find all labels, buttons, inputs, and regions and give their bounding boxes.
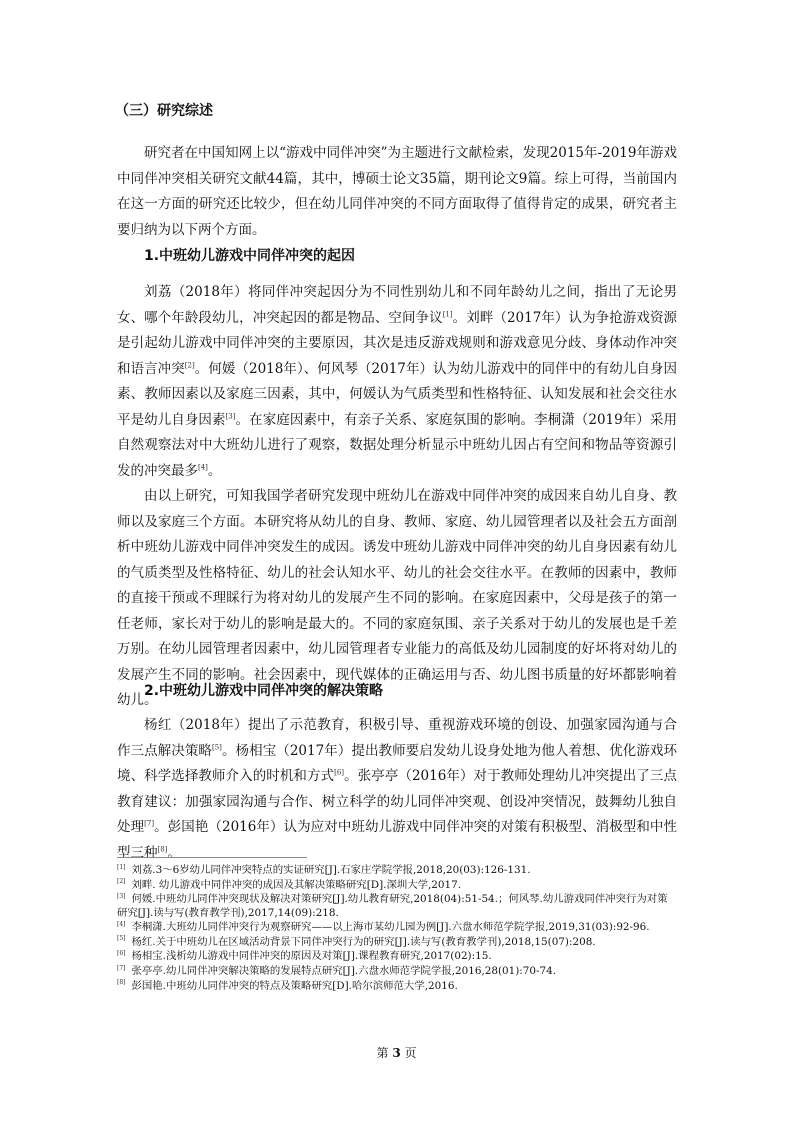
heading-causes: 1.中班幼儿游戏中同伴冲突的起因 <box>144 248 356 264</box>
footnote-text: 杨红.关于中班幼儿在区域活动背景下同伴冲突行为的研究[J].读与写(教育教学刊),2018,15(07):208. <box>131 935 596 948</box>
footnote-mark: [2] <box>117 878 126 886</box>
footnote-mark: [7] <box>117 964 126 972</box>
text-run: 。何媛（2018年）、何风琴（2017年）认为幼儿游戏中的同伴中的有幼儿自身因素、教师因素以及家庭三因素，其中，何媛认为气质类型和性格特征、认知发展和社会交往水平是幼儿自身因素 <box>117 360 677 428</box>
footnote-item <box>117 965 677 978</box>
footnote-item <box>117 879 677 892</box>
page-number-prefix: 第 <box>376 1046 393 1060</box>
footnote-list <box>117 864 677 994</box>
page-number-suffix: 页 <box>400 1046 417 1060</box>
footnote-mark: [6] <box>117 949 126 957</box>
text-run: 。刘畔（2017年）认为争抢游戏资源是引起幼儿游戏中同伴冲突的主要原因，其次是违反游戏规则和游戏意见分歧、身体动作冲突和语言冲突 <box>117 309 678 377</box>
text-run: 。在家庭因素中，有亲子关系、家庭氛围的影响。李桐潇（2019年）采用自然观察法对中大班幼儿进行了观察，数据处理分析显示中班幼儿因占有空间和物品等资源引发的冲突最多 <box>117 411 678 479</box>
citation-mark[interactable]: [1] <box>442 310 453 318</box>
footnote-item <box>117 921 677 934</box>
citation-mark[interactable]: [7] <box>144 819 155 828</box>
text-run: 。杨相宝（2017年）提出教师要启发幼儿设身处地为他人着想、优化游戏环境、科学选择教师介入的时机和方式 <box>117 742 678 784</box>
footnote-item <box>117 936 677 949</box>
citation-mark[interactable]: [4] <box>198 463 208 471</box>
footnote-text: 彭国艳.中班幼儿同伴冲突的特点及策略研究[D].哈尔滨师范大学,2016. <box>131 979 458 992</box>
footnote-mark: [8] <box>117 979 126 987</box>
page-number-value: 3 <box>392 1046 401 1060</box>
causes-paragraph <box>117 280 677 484</box>
intro-paragraph <box>117 141 677 243</box>
text-run: 。 <box>167 844 181 861</box>
citation-mark[interactable]: [3] <box>225 412 236 420</box>
text-run: 由以上研究，可知我国学者研究发现中班幼儿在游戏中同伴冲突的成因来自幼儿自身、教师以及家庭三个方面。本研究将从幼儿的自身、教师、家庭、幼儿园管理者以及社会五方面剖析中班幼儿游戏中同伴冲突发生的成因。诱发中班幼儿游戏中同伴冲突的幼儿自身因素有幼儿的气质类型及性格特征、幼儿的社会认知水平、幼儿的社会交往水平。在教师的因素中，教师的直接干预或不理睬行为将对幼儿的发展产生不同的影响。在家庭因素中，父母是孩子的第一任老师，家长对于幼儿的影响是最大的。不同的家庭氛围、亲子关系对于幼儿的发展也是千差万别。在幼儿园管理者因素中，幼儿园管理者专业能力的高低及幼儿园制度的好坏将对幼儿的发展产生不同的影响。社会因素中，现代媒体的正确运用与否、幼儿图书质量的好坏都影响着幼儿。 <box>117 488 677 708</box>
footnote-item <box>117 980 677 993</box>
footnote-item <box>117 950 677 963</box>
strategies-paragraph <box>117 713 677 866</box>
footnote-mark: [1] <box>117 863 126 871</box>
text-run: 。张亭亭（2016年）对于教师处理幼儿冲突提出了三点教育建议：加强家园沟通与合作、树立科学的幼儿同伴冲突观、创设冲突情况，鼓舞幼儿独自处理 <box>117 768 678 835</box>
footnote-mark: [5] <box>117 935 126 943</box>
footnote-mark: [3] <box>117 892 126 900</box>
text-run: 刘荔（2018年）将同伴冲突起因分为不同性别幼儿和不同年龄幼儿之间，指出了无论男女、哪个年龄段幼儿，冲突起因的都是物品、空间争议 <box>117 284 677 326</box>
text-run: 。彭国艳（2016年）认为应对中班幼儿游戏中同伴冲突的对策有积极型、消极型和中性型三种 <box>117 819 677 861</box>
section-heading: （三）研究综述 <box>115 103 213 119</box>
page-number <box>0 1044 793 1061</box>
citation-mark[interactable]: [8] <box>157 845 168 853</box>
footnote-text: 张亭亭.幼儿同伴冲突解决策略的发展特点研究[J].六盘水师范学院学报,2016,28(01):70-74. <box>131 964 557 977</box>
footnote-item <box>117 893 677 920</box>
heading-strategies: 2.中班幼儿游戏中同伴冲突的解决策略 <box>144 683 384 699</box>
citation-mark[interactable]: [2] <box>184 361 195 369</box>
footnote-separator <box>117 857 307 858</box>
footnote-text: 刘荔.3～6岁幼儿同伴冲突特点的实证研究[J].石家庄学院学报,2018,20(03):126-131. <box>131 864 531 876</box>
footnote-text: 何媛.中班幼儿同伴冲突现状及解决对策研究[J].幼儿教育研究,2018(04):51-54.；何风琴.幼儿游戏同伴冲突行为对策研究[J].读与写(教育教学刊),2017,14(09):218. <box>117 893 668 919</box>
footnote-item <box>117 864 677 877</box>
footnote-text: 杨相宝.浅析幼儿游戏中同伴冲突的原因及对策[J].课程教育研究,2017(02):15. <box>131 950 492 963</box>
footnote-text: 李桐潇.大班幼儿同伴冲突行为观察研究——以上海市某幼儿园为例[J].六盘水师范学院学报,2019,31(03):92-96. <box>131 921 650 934</box>
citation-mark[interactable]: [6] <box>334 768 345 777</box>
text-run: 。 <box>207 462 222 479</box>
citation-mark[interactable]: [5] <box>212 743 222 751</box>
text-run: 杨红（2018年）提出了示范教育，积极引导、重视游戏环境的创设、加强家园沟通与合作三点解决策略 <box>117 717 677 759</box>
footnote-mark: [4] <box>117 920 126 928</box>
footnote-text: 刘畔. 幼儿游戏中同伴冲突的成因及其解决策略研究[D].深圳大学,2017. <box>131 878 462 891</box>
text-run: 研究者在中国知网上以“游戏中同伴冲突”为主题进行文献检索，发现2015年-2019年游戏中同伴冲突相关研究文献44篇，其中，博硕士论文35篇，期刊论文9篇。综上可得，当前国内在这一方面的研究还比较少，但在幼儿同伴冲突的不同方面取得了值得肯定的成果，研究者主要归纳为以下两个方面。 <box>117 145 677 238</box>
